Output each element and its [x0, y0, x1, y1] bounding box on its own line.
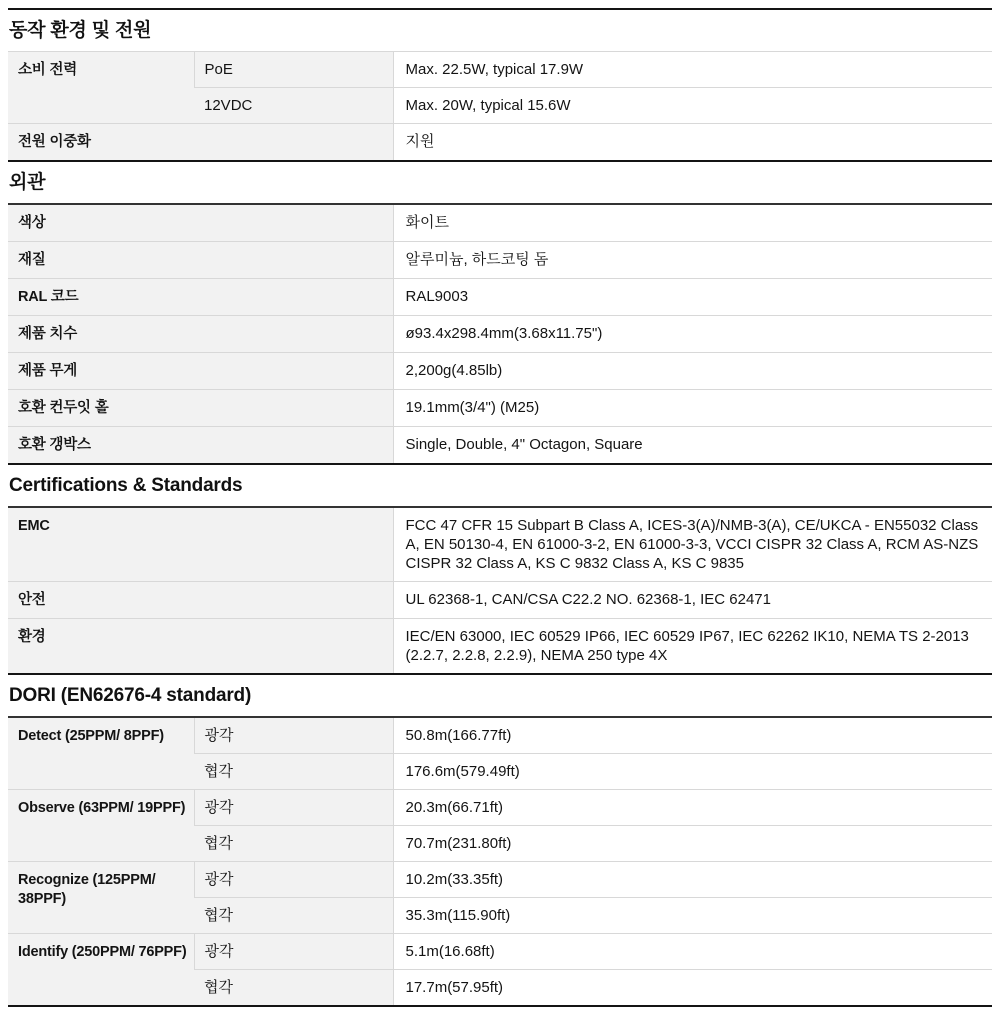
spec-label-cell: 제품 치수 [8, 316, 393, 353]
spec-value-cell: ø93.4x298.4mm(3.68x11.75") [393, 316, 992, 353]
table-row [8, 619, 992, 675]
spec-value-cell: 70.7m(231.80ft) [393, 826, 992, 862]
spec-table [8, 203, 992, 465]
spec-value-cell: 2,200g(4.85lb) [393, 353, 992, 390]
spec-value-cell: 10.2m(33.35ft) [393, 862, 992, 898]
spec-value-cell: 알루미늄, 하드코팅 돔 [393, 242, 992, 279]
table-row [8, 390, 992, 427]
spec-section [8, 675, 992, 1007]
table-row [8, 204, 992, 242]
spec-value-cell: 50.8m(166.77ft) [393, 717, 992, 754]
spec-value-cell: UL 62368-1, CAN/CSA C22.2 NO. 62368-1, IEC 62471 [393, 582, 992, 619]
table-row [8, 316, 992, 353]
table-row [8, 353, 992, 390]
spec-label-cell: 안전 [8, 582, 393, 619]
table-row [8, 242, 992, 279]
spec-sublabel-cell: 광각 [194, 717, 393, 754]
spec-value-cell: 35.3m(115.90ft) [393, 898, 992, 934]
spec-sublabel-cell: 12VDC [194, 88, 393, 124]
spec-sublabel-cell: 광각 [194, 790, 393, 826]
table-row [8, 934, 992, 970]
spec-label-cell: 환경 [8, 619, 393, 675]
spec-label-cell: Observe (63PPM/ 19PPF) [8, 790, 194, 862]
spec-value-cell: 20.3m(66.71ft) [393, 790, 992, 826]
spec-table [8, 51, 992, 162]
spec-label-cell: 호환 컨두잇 홀 [8, 390, 393, 427]
section-title: Certifications & Standards [9, 475, 243, 496]
spec-sublabel-cell: 협각 [194, 754, 393, 790]
section-title: DORI (EN62676-4 standard) [9, 685, 252, 706]
spec-value-cell: 19.1mm(3/4") (M25) [393, 390, 992, 427]
table-row [8, 717, 992, 754]
table-row [8, 790, 992, 826]
spec-value-cell: Single, Double, 4" Octagon, Square [393, 427, 992, 465]
spec-section [8, 465, 992, 675]
spec-sublabel-cell: 협각 [194, 826, 393, 862]
spec-value-cell: Max. 20W, typical 15.6W [393, 88, 992, 124]
spec-sublabel-cell: 광각 [194, 862, 393, 898]
spec-value-cell: 지원 [393, 124, 992, 162]
spec-value-cell: FCC 47 CFR 15 Subpart B Class A, ICES-3(A)/NMB-3(A), CE/UKCA - EN55032 Class A, EN 50130-4, EN 61000-3-2, EN 61000-3-3, VCCI CISPR 32 Class A, RCM AS-NZS CISPR 32 Class A, KS C 9832 Class A, KS C 9835 [393, 507, 992, 582]
table-row [8, 124, 992, 162]
table-row [8, 862, 992, 898]
table-row [8, 427, 992, 465]
spec-label-cell: 색상 [8, 204, 393, 242]
table-row [8, 52, 992, 88]
spec-label-cell: Identify (250PPM/ 76PPF) [8, 934, 194, 1007]
spec-label-cell: Detect (25PPM/ 8PPF) [8, 717, 194, 790]
spec-label-cell: 제품 무게 [8, 353, 393, 390]
section-title: 외관 [9, 172, 46, 193]
spec-label-cell: Recognize (125PPM/ 38PPF) [8, 862, 194, 934]
spec-label-cell: RAL 코드 [8, 279, 393, 316]
spec-value-cell: RAL9003 [393, 279, 992, 316]
table-row [8, 582, 992, 619]
spec-label-cell: 소비 전력 [8, 52, 194, 124]
spec-label-cell: EMC [8, 507, 393, 582]
spec-label-cell: 전원 이중화 [8, 124, 393, 162]
spec-sublabel-cell: 협각 [194, 898, 393, 934]
section-title: 동작 환경 및 전원 [8, 8, 992, 51]
spec-value-cell: 17.7m(57.95ft) [393, 970, 992, 1007]
table-row [8, 279, 992, 316]
spec-value-cell: Max. 22.5W, typical 17.9W [393, 52, 992, 88]
spec-value-cell: 5.1m(16.68ft) [393, 934, 992, 970]
spec-section [8, 162, 992, 465]
spec-label-cell: 호환 갱박스 [8, 427, 393, 465]
spec-value-cell: 화이트 [393, 204, 992, 242]
spec-value-cell: 176.6m(579.49ft) [393, 754, 992, 790]
spec-label-cell: 재질 [8, 242, 393, 279]
spec-sublabel-cell: 협각 [194, 970, 393, 1007]
spec-sublabel-cell: 광각 [194, 934, 393, 970]
spec-table [8, 716, 992, 1007]
spec-sublabel-cell: PoE [194, 52, 393, 88]
spec-value-cell: IEC/EN 63000, IEC 60529 IP66, IEC 60529 IP67, IEC 62262 IK10, NEMA TS 2-2013 (2.2.7, 2.2.8, 2.2.9), NEMA 250 type 4X [393, 619, 992, 675]
spec-table [8, 506, 992, 675]
table-row [8, 507, 992, 582]
spec-section [8, 8, 992, 162]
